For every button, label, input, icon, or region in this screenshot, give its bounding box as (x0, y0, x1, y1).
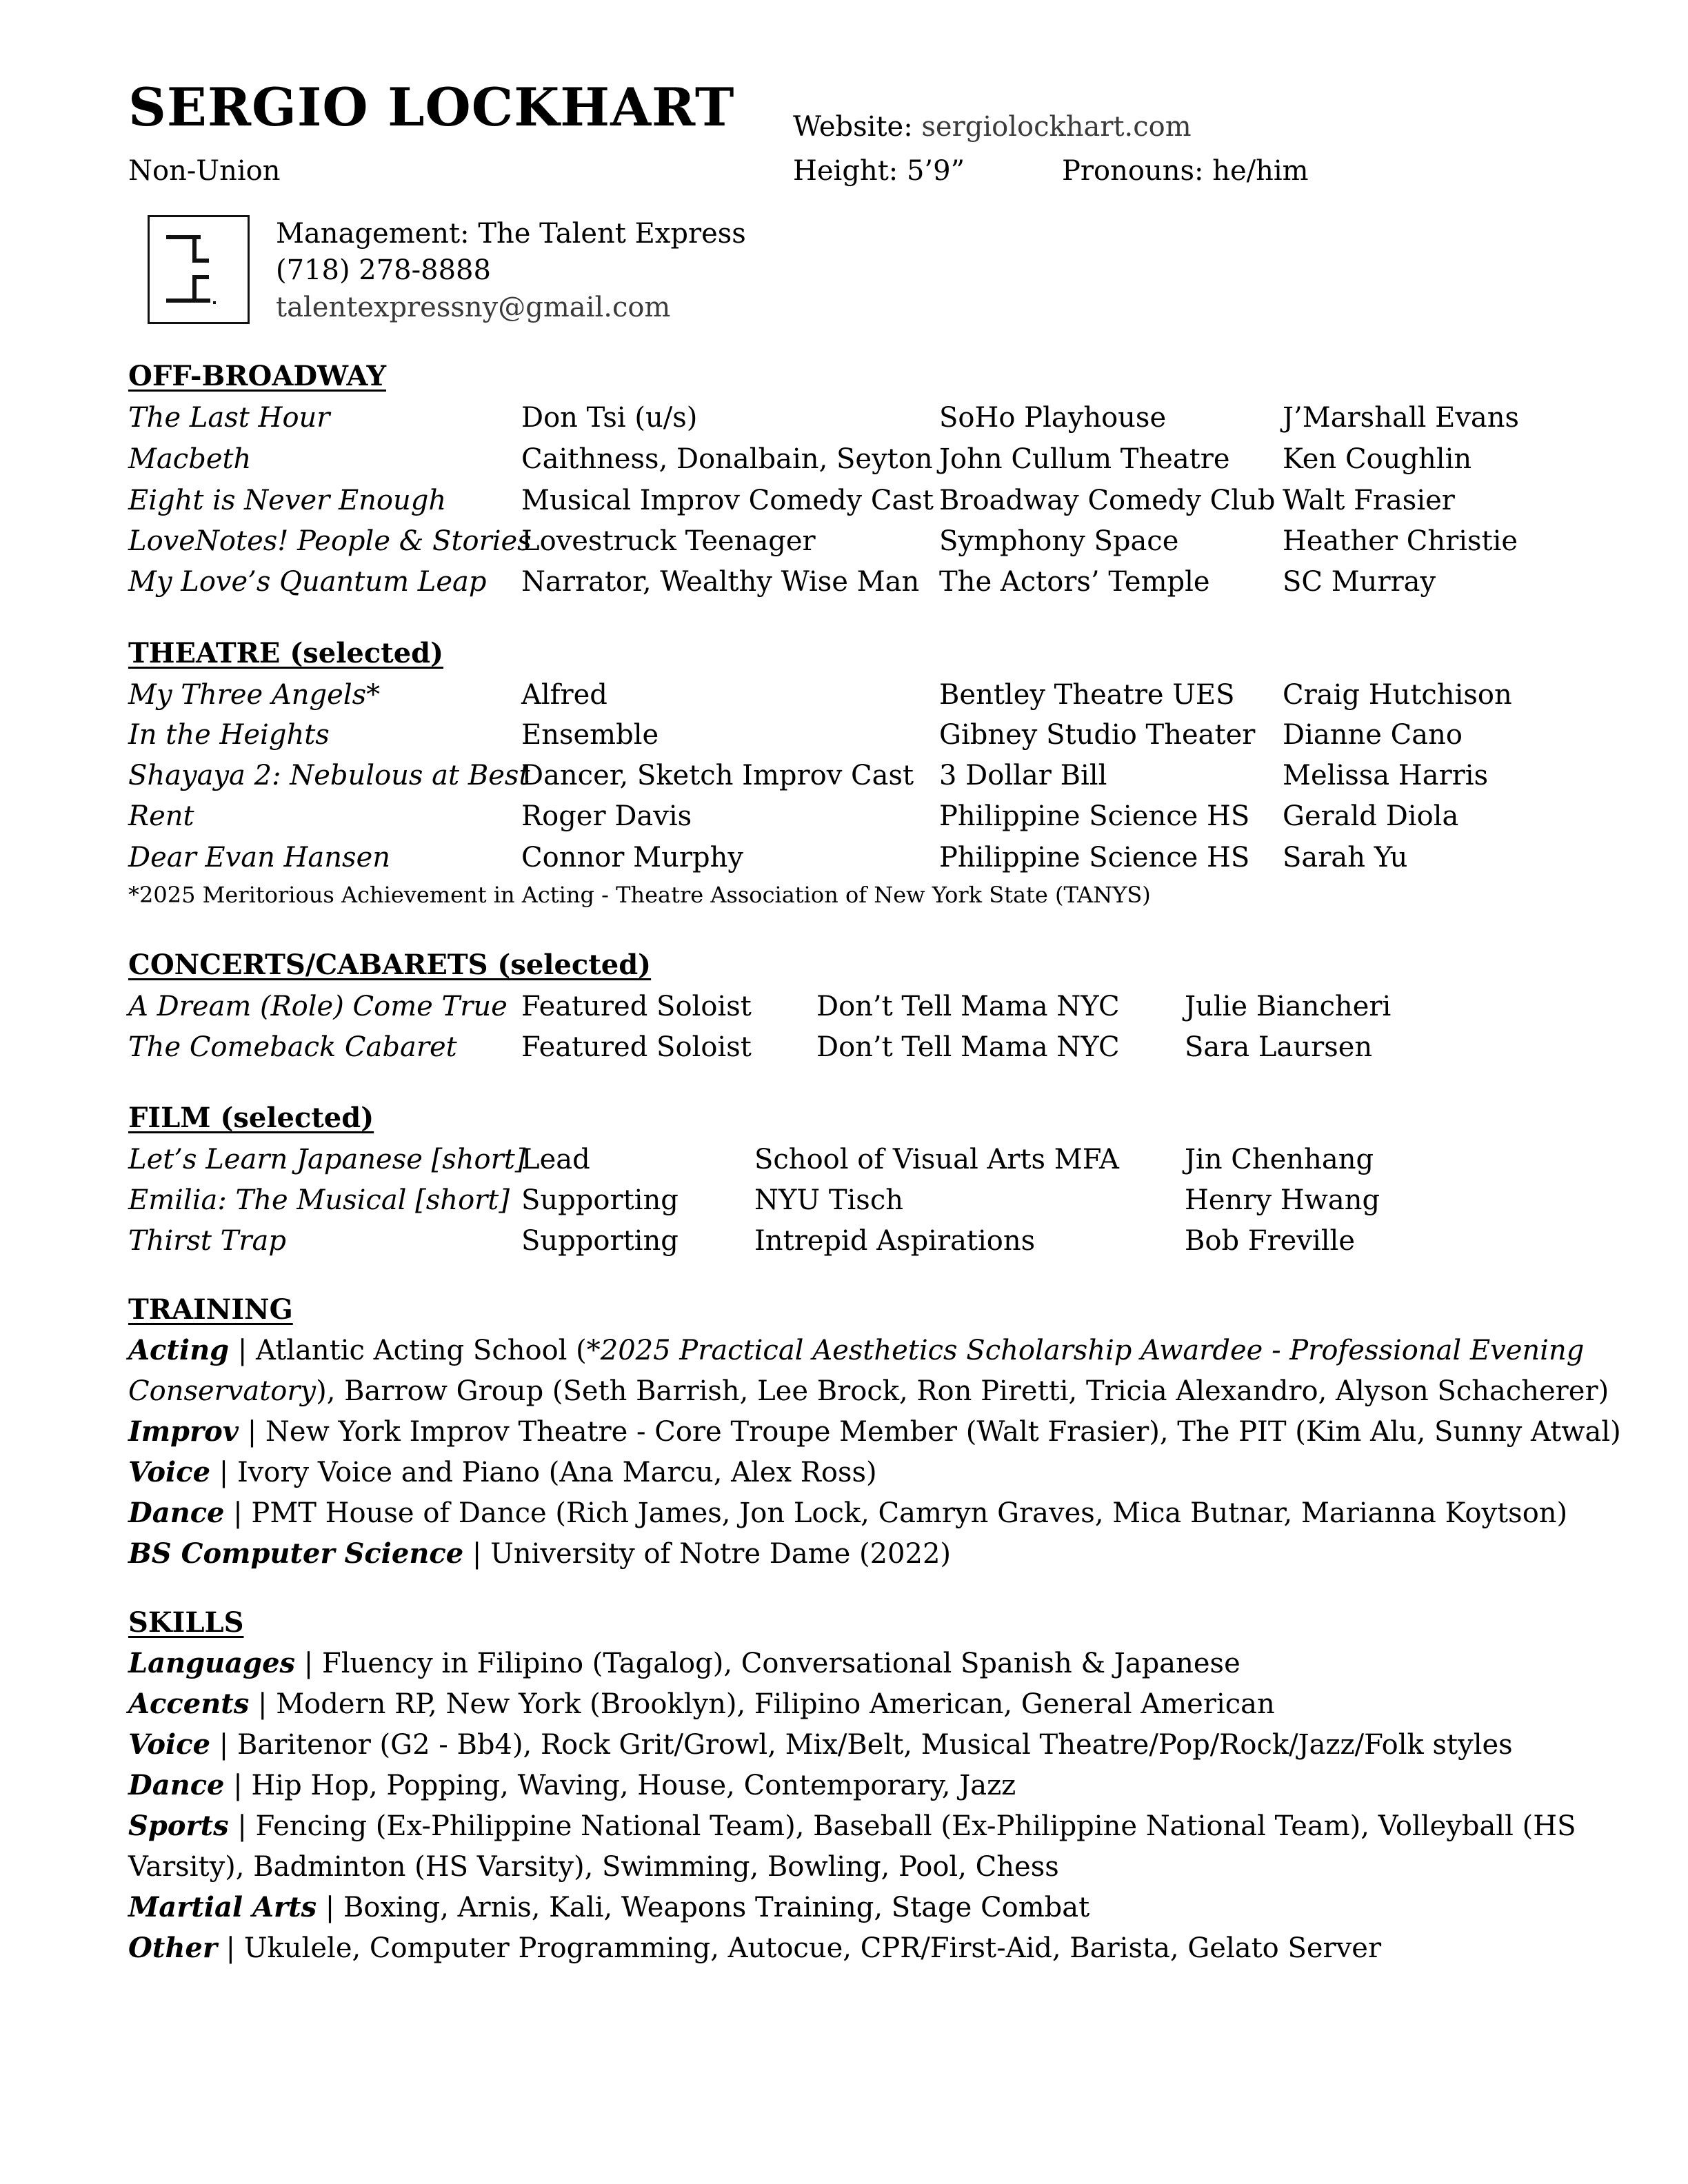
skills-voice (128, 1728, 1513, 1761)
credit-director: Sara Laursen (1185, 1031, 1373, 1063)
credit-director: Henry Hwang (1185, 1184, 1380, 1216)
credit-role: Lead (521, 1144, 590, 1175)
training-voice (128, 1456, 877, 1488)
training-degree (128, 1537, 951, 1570)
training-acting-text-a: | Atlantic Acting School ( (229, 1335, 587, 1366)
credit-title: Dear Evan Hansen (128, 842, 390, 873)
management-email[interactable]: talentexpressny@gmail.com (276, 292, 671, 323)
height: Height: 5’9” (793, 155, 965, 187)
credit-director: SC Murray (1283, 566, 1436, 598)
credit-director: Dianne Cano (1283, 719, 1463, 751)
credit-title: The Last Hour (128, 402, 330, 434)
skills-dance-label: Dance (128, 1769, 225, 1801)
credit-title: In the Heights (128, 719, 330, 751)
skills-other-label: Other (128, 1932, 217, 1964)
training-acting-line-2 (128, 1377, 1609, 1405)
training-acting-conservatory: Conservatory (128, 1375, 316, 1407)
credit-director: Jin Chenhang (1185, 1144, 1374, 1175)
section-title-theatre: THEATRE (selected) (128, 637, 444, 669)
credit-director: Sarah Yu (1283, 842, 1408, 873)
credit-venue: SoHo Playhouse (939, 402, 1167, 434)
credit-venue: Intrepid Aspirations (754, 1225, 1036, 1257)
training-dance-text: | PMT House of Dance (Rich James, Jon Lock, Camryn Graves, Mica Butnar, Marianna Koytson) (224, 1497, 1568, 1529)
credit-title: Eight is Never Enough (128, 485, 447, 516)
skills-voice-label: Voice (128, 1728, 211, 1761)
training-voice-text: | Ivory Voice and Piano (Ana Marcu, Alex Ross) (210, 1457, 877, 1488)
credit-director: Craig Hutchison (1283, 679, 1512, 711)
skills-martial-arts-label: Martial Arts (128, 1891, 317, 1923)
skills-other (128, 1934, 1381, 1962)
training-acting-label: Acting (128, 1334, 230, 1366)
section-title-training: TRAINING (128, 1293, 293, 1326)
training-acting-line-1 (128, 1334, 1585, 1366)
skills-accents-text: | Modern RP, New York (Brooklyn), Filipino American, General American (249, 1688, 1275, 1720)
pronouns: Pronouns: he/him (1062, 155, 1309, 187)
credit-venue: School of Visual Arts MFA (754, 1144, 1119, 1175)
credit-title: A Dream (Role) Come True (128, 991, 508, 1022)
training-voice-label: Voice (128, 1456, 211, 1488)
credit-title: Rent (128, 800, 194, 832)
credit-title: Emilia: The Musical [short] (128, 1184, 510, 1216)
credit-venue: NYU Tisch (754, 1184, 903, 1216)
skills-languages (128, 1647, 1240, 1679)
skills-accents (128, 1690, 1275, 1718)
training-dance-label: Dance (128, 1497, 225, 1529)
credit-role: Musical Improv Comedy Cast (521, 485, 934, 516)
training-degree-text: | University of Notre Dame (2022) (463, 1538, 951, 1570)
credit-director: Walt Frasier (1283, 485, 1455, 516)
credit-director: Melissa Harris (1283, 760, 1489, 791)
credit-role: Don Tsi (u/s) (521, 402, 698, 434)
skills-accents-label: Accents (128, 1688, 250, 1720)
credit-title: My Love’s Quantum Leap (128, 566, 487, 598)
credit-director: J’Marshall Evans (1283, 402, 1520, 434)
credit-title: My Three Angels* (128, 679, 381, 711)
credit-director: Ken Coughlin (1283, 443, 1472, 475)
training-dance (128, 1499, 1567, 1527)
training-improv-text: | New York Improv Theatre - Core Troupe Member (Walt Frasier), The PIT (Kim Alu, Sunny Atwal) (239, 1416, 1621, 1448)
credit-venue: The Actors’ Temple (939, 566, 1210, 598)
credit-role: Connor Murphy (521, 842, 743, 873)
skills-languages-text: | Fluency in Filipino (Tagalog), Conversational Spanish & Japanese (295, 1648, 1240, 1679)
management-company: Management: The Talent Express (276, 218, 746, 250)
skills-other-text: | Ukulele, Computer Programming, Autocue, CPR/First-Aid, Barista, Gelato Server (217, 1932, 1382, 1964)
credit-venue: Gibney Studio Theater (939, 719, 1256, 751)
credit-venue: Don’t Tell Mama NYC (816, 1031, 1120, 1063)
actor-name: SERGIO LOCKHART (128, 77, 735, 138)
credit-director: Heather Christie (1283, 525, 1518, 557)
skills-martial-arts (128, 1891, 1090, 1923)
skills-sports-line-1 (128, 1812, 1576, 1840)
skills-sports-line-2: Varsity), Badminton (HS Varsity), Swimming, Bowling, Pool, Chess (128, 1851, 1059, 1883)
credit-venue: Symphony Space (939, 525, 1179, 557)
credit-venue: Philippine Science HS (939, 842, 1250, 873)
section-title-skills: SKILLS (128, 1606, 244, 1639)
credit-venue: Don’t Tell Mama NYC (816, 991, 1120, 1022)
theatre-award-note: *2025 Meritorious Achievement in Acting - Theatre Association of New York State (TANYS) (128, 882, 1151, 908)
training-acting-text-d: ), Barrow Group (Seth Barrish, Lee Brock, Ron Piretti, Tricia Alexandro, Alyson Schacherer) (316, 1375, 1609, 1407)
credit-role: Caithness, Donalbain, Seyton (521, 443, 933, 475)
credit-role: Roger Davis (521, 800, 692, 832)
credit-venue: John Cullum Theatre (939, 443, 1230, 475)
union-status: Non-Union (128, 155, 281, 187)
training-degree-label: BS Computer Science (128, 1537, 464, 1570)
credit-venue: Broadway Comedy Club (939, 485, 1276, 516)
credit-role: Ensemble (521, 719, 659, 751)
management-phone[interactable]: (718) 278-8888 (276, 254, 491, 286)
training-acting-scholarship: *2025 Practical Aesthetics Scholarship Awardee - Professional Evening (586, 1335, 1585, 1366)
credit-title: Shayaya 2: Nebulous at Best (128, 760, 530, 791)
credit-title: Let’s Learn Japanese [short] (128, 1144, 526, 1175)
credit-role: Dancer, Sketch Improv Cast (521, 760, 914, 791)
credit-director: Gerald Diola (1283, 800, 1459, 832)
skills-languages-label: Languages (128, 1647, 296, 1679)
skills-martial-arts-text: | Boxing, Arnis, Kali, Weapons Training, Stage Combat (316, 1892, 1090, 1923)
credit-role: Narrator, Wealthy Wise Man (521, 566, 920, 598)
credit-director: Bob Freville (1185, 1225, 1355, 1257)
section-title-off-broadway: OFF-BROADWAY (128, 360, 387, 392)
credit-role: Alfred (521, 679, 607, 711)
website-label: Website: (793, 111, 913, 143)
credit-title: Macbeth (128, 443, 252, 475)
section-title-film: FILM (selected) (128, 1102, 374, 1134)
skills-voice-text: | Baritenor (G2 - Bb4), Rock Grit/Growl, Mix/Belt, Musical Theatre/Pop/Rock/Jazz/Folk styles (210, 1729, 1513, 1761)
skills-sports-text-a: | Fencing (Ex-Philippine National Team), Baseball (Ex-Philippine National Team), Volleyball (HS (228, 1810, 1576, 1842)
section-title-concerts: CONCERTS/CABARETS (selected) (128, 949, 652, 981)
training-improv-label: Improv (128, 1415, 239, 1448)
credit-title: LoveNotes! People & Stories (128, 525, 532, 557)
training-improv (128, 1415, 1621, 1448)
credit-venue: 3 Dollar Bill (939, 760, 1107, 791)
credit-director: Julie Biancheri (1185, 991, 1391, 1022)
skills-dance (128, 1769, 1016, 1801)
talent-express-logo-icon (148, 215, 250, 324)
credit-role: Featured Soloist (521, 1031, 752, 1063)
credit-role: Featured Soloist (521, 991, 752, 1022)
credit-venue: Philippine Science HS (939, 800, 1250, 832)
credit-title: The Comeback Cabaret (128, 1031, 457, 1063)
credit-title: Thirst Trap (128, 1225, 286, 1257)
website-link[interactable]: sergiolockhart.com (921, 111, 1192, 143)
credit-venue: Bentley Theatre UES (939, 679, 1235, 711)
skills-dance-text: | Hip Hop, Popping, Waving, House, Contemporary, Jazz (224, 1770, 1016, 1801)
credit-role: Lovestruck Teenager (521, 525, 816, 557)
skills-sports-label: Sports (128, 1810, 229, 1842)
credit-role: Supporting (521, 1225, 679, 1257)
logo-graphic (150, 217, 248, 322)
website-line (793, 113, 1192, 141)
credit-role: Supporting (521, 1184, 679, 1216)
